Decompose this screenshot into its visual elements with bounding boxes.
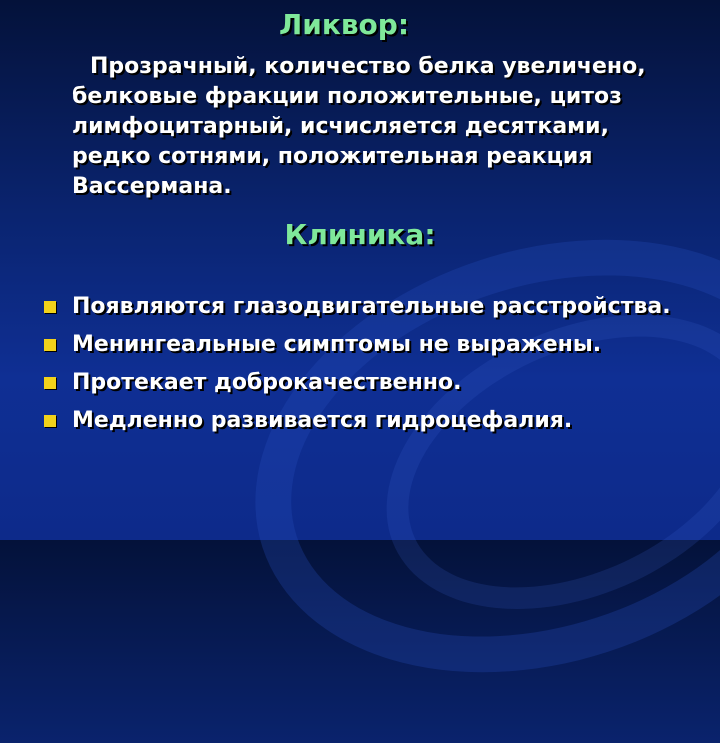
square-bullet-icon [44,339,56,351]
liquor-heading: Ликвор: [278,8,410,41]
clinic-bullet-text: Медленно развивается гидроцефалия. [72,408,573,433]
clinic-heading: Клиника: [284,218,436,251]
liquor-description: Прозрачный, количество белка увеличено, белковые фракции положительные, цитоз лимфоцитарный, исчисляется десятками, редко сотнями, положительная реакция Вассермана. [72,54,646,199]
clinic-bullet-item [44,406,684,436]
clinic-bullet-item [44,368,684,398]
clinic-bullet-text: Появляются глазодвигательные расстройства. [72,294,671,319]
square-bullet-icon [44,377,56,389]
clinic-bullet-item [44,330,684,360]
clinic-bullet-text: Менингеальные симптомы не выражены. [72,332,602,357]
square-bullet-icon [44,415,56,427]
clinic-bullet-item [44,292,684,322]
clinic-bullet-text: Протекает доброкачественно. [72,370,462,395]
square-bullet-icon [44,301,56,313]
clinic-bullet-list [44,292,684,444]
